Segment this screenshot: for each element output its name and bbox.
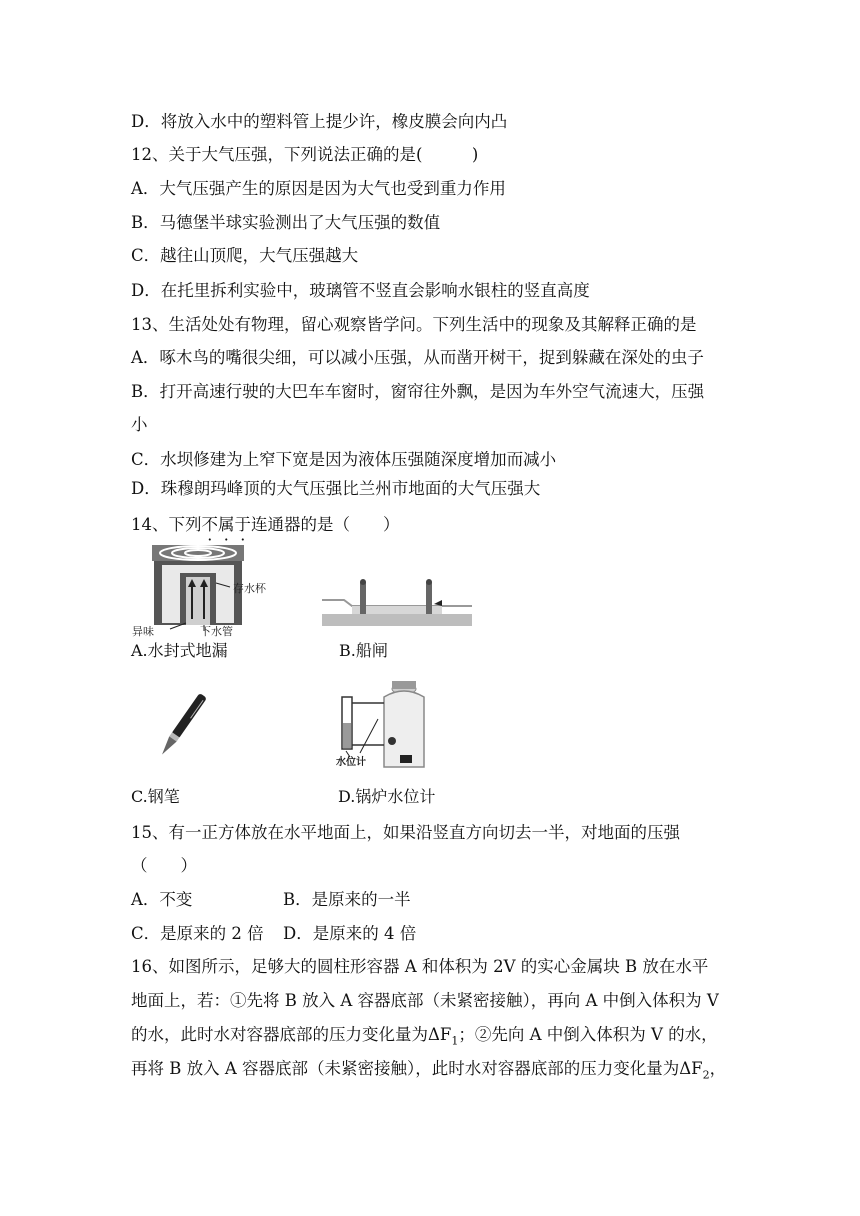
q12-stem: 12、关于大气压强，下列说法正确的是( ) <box>131 145 479 164</box>
q12-option-d: D．在托里拆利实验中，玻璃管不竖直会影响水银柱的竖直高度 <box>131 281 590 300</box>
caption-b: B.船闸 <box>339 641 388 660</box>
q13-option-c: C．水坝修建为上窄下宽是因为液体压强随深度增加而减小 <box>131 450 557 469</box>
q15-option-b: B．是原来的一半 <box>283 890 411 909</box>
q12-option-a: A．大气压强产生的原因是因为大气也受到重力作用 <box>131 179 506 198</box>
q12-option-b: B．马德堡半球实验测出了大气压强的数值 <box>131 213 441 232</box>
q15-stem-line1: 15、有一正方体放在水平地面上，如果沿竖直方向切去一半，对地面的压强 <box>131 823 680 842</box>
q16-line3-suffix: ；②先向 A 中倒入体积为 V 的水， <box>458 1025 718 1044</box>
lock-ground <box>322 614 472 626</box>
q14-emph-char: 属 <box>218 515 235 534</box>
label-pipe: 下水管 <box>200 625 233 638</box>
q14-emph-char: 不 <box>201 515 218 534</box>
floor-drain-figure <box>130 543 280 638</box>
caption-c: C.钢笔 <box>131 787 180 806</box>
lock-gate-right <box>426 582 432 614</box>
pen-icon <box>158 693 207 757</box>
q16-line3-sub: 1 <box>451 1034 459 1048</box>
q16-line1: 16、如图所示，足够大的圆柱形容器 A 和体积为 2V 的实心金属块 B 放在水平 <box>131 957 709 976</box>
caption-a: A.水封式地漏 <box>131 641 228 660</box>
q15-stem-line2: （ ） <box>131 856 197 875</box>
q11-option-d: D．将放入水中的塑料管上提少许，橡皮膜会向内凸 <box>131 112 508 131</box>
boiler-figure <box>332 679 442 779</box>
q13-option-b-line2: 小 <box>131 415 148 434</box>
pen-figure <box>150 688 210 768</box>
q13-option-b-line1: B．打开高速行驶的大巴车车窗时，窗帘往外飘，是因为车外空气流速大，压强 <box>131 382 705 401</box>
q13-option-d: D．珠穆朗玛峰顶的大气压强比兰州市地面的大气压强大 <box>131 479 541 498</box>
q12-option-c: C．越往山顶爬，大气压强越大 <box>131 246 359 265</box>
q14-stem-suffix: 连通器的是（ ） <box>251 515 400 534</box>
q16-line4-sub: 2 <box>702 1068 710 1082</box>
label-odor: 异味 <box>132 625 154 638</box>
caption-d: D.锅炉水位计 <box>338 787 436 806</box>
label-cup: 存水杯 <box>233 582 266 595</box>
q14-stem-prefix: 14、下列 <box>131 515 202 534</box>
q16-line3-prefix: 的水，此时水对容器底部的压力变化量为ΔF <box>131 1025 452 1044</box>
q15-option-a: A．不变 <box>131 890 193 909</box>
q13-stem: 13、生活处处有物理，留心观察皆学问。下列生活中的现象及其解释正确的是 <box>131 315 697 334</box>
q15-option-d: D．是原来的 4 倍 <box>283 924 417 943</box>
q14-stem <box>131 514 400 536</box>
ship-lock-figure <box>322 578 472 630</box>
lock-gate-left <box>360 582 366 614</box>
q16-line4-suffix: ， <box>709 1059 727 1078</box>
label-water-gauge: 水位计 <box>336 757 366 768</box>
q16-line4 <box>131 1058 726 1086</box>
q16-line2: 地面上，若：①先将 B 放入 A 容器底部（未紧密接触），再向 A 中倒入体积为 V <box>131 991 719 1010</box>
q16-line3 <box>131 1024 718 1052</box>
q14-emph-char: 于 <box>234 515 251 534</box>
q15-option-c: C．是原来的 2 倍 <box>131 924 264 943</box>
q13-option-a: A．啄木鸟的嘴很尖细，可以减小压强，从而凿开树干，捉到躲藏在深处的虫子 <box>131 348 704 367</box>
q16-line4-prefix: 再将 B 放入 A 容器底部（未紧密接触），此时水对容器底部的压力变化量为ΔF <box>131 1059 703 1078</box>
